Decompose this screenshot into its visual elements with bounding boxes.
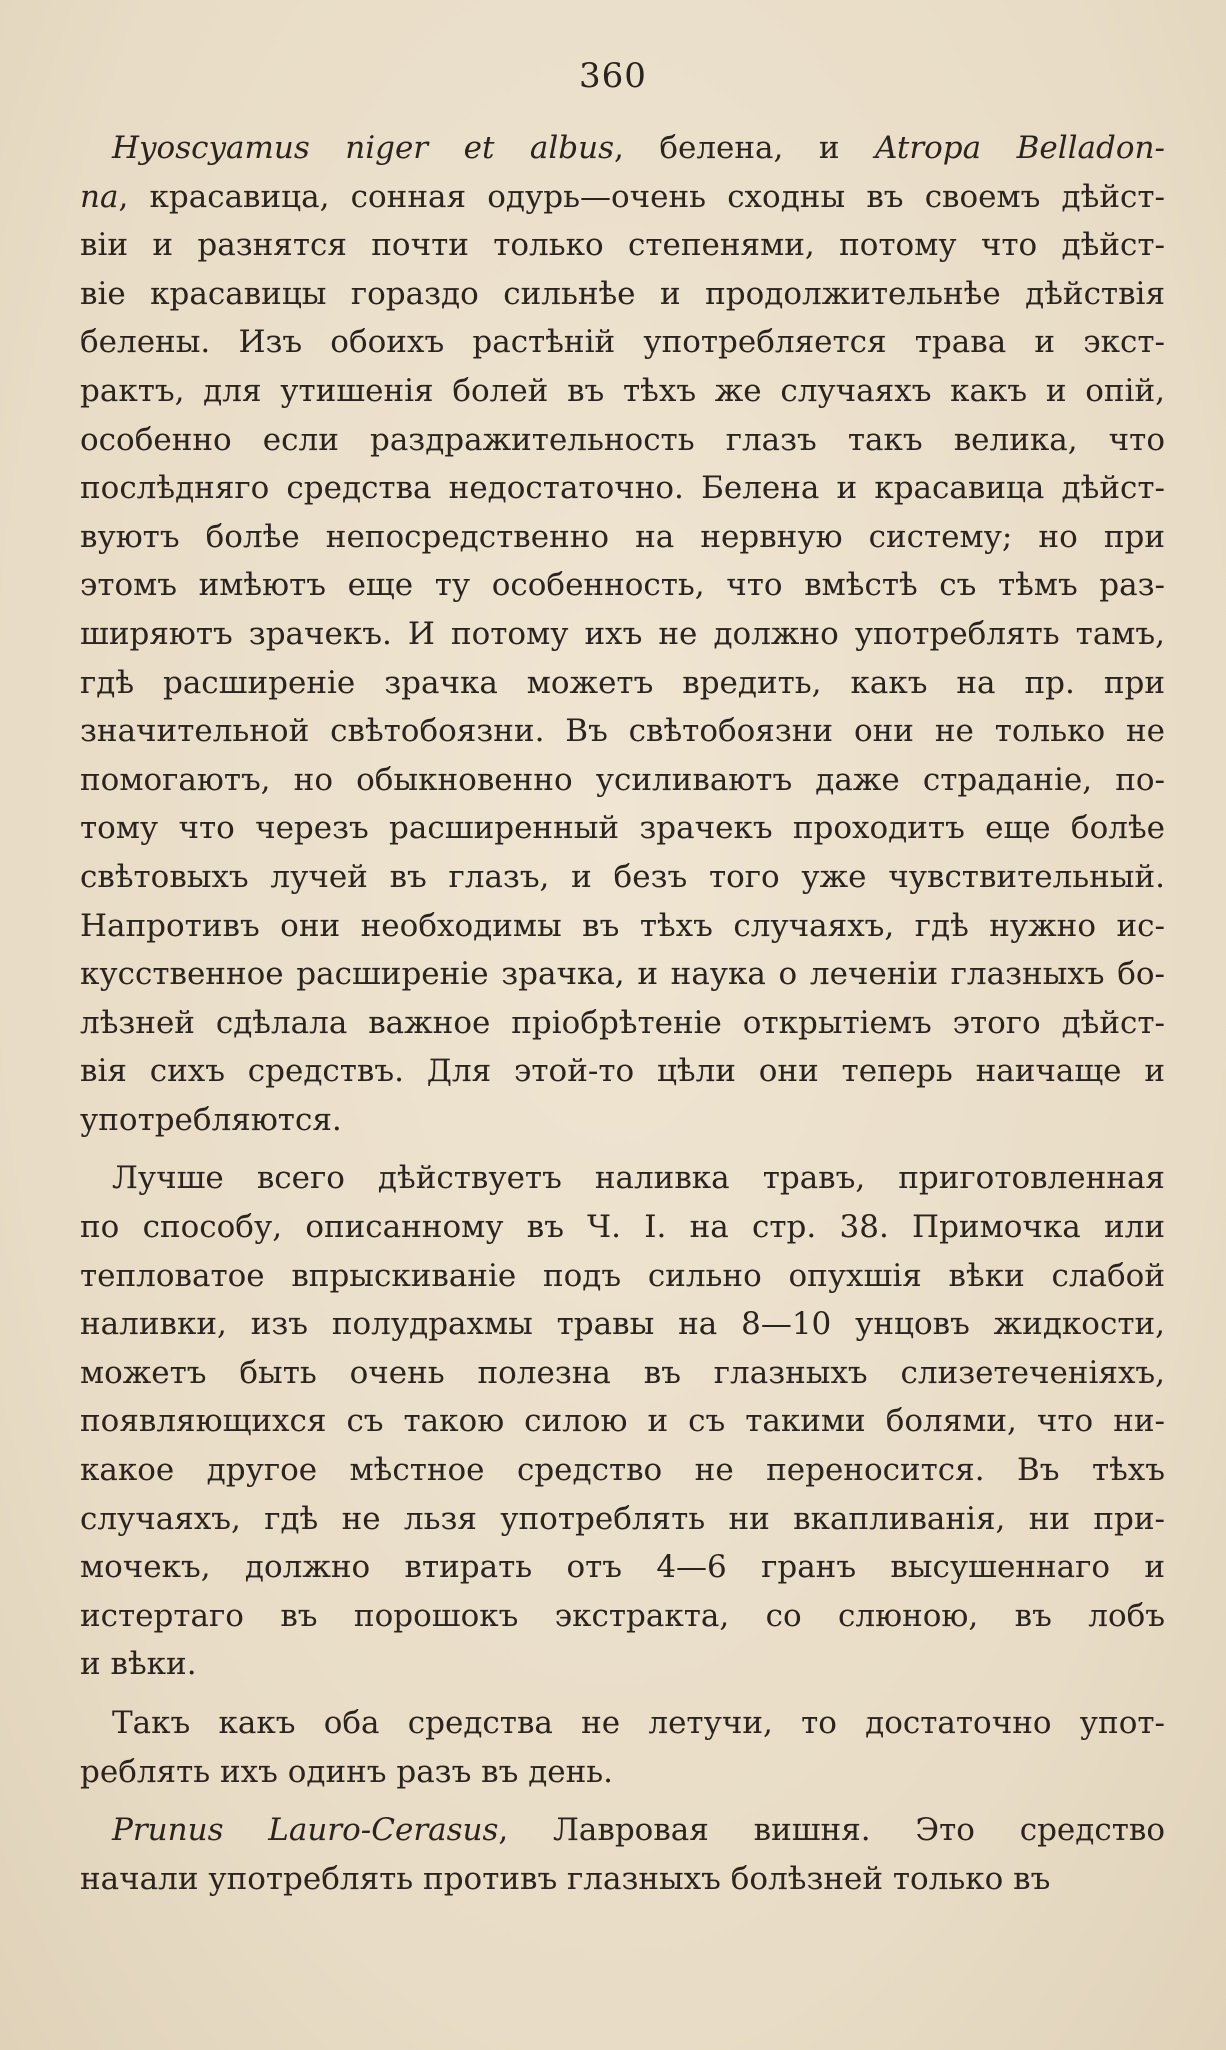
text-line [80,561,1165,610]
text-segment: вія сихъ средствъ. Для этой-то цѣли они теперь наичаще и [80,1053,1165,1090]
text-segment: свѣтовыхъ лучей въ глазъ, и безъ того уже чувствительный. [80,858,1165,895]
text-line [80,513,1165,562]
text-segment: ширяютъ зрачекъ. И потому ихъ не должно употреблять тамъ, [80,615,1165,652]
body-text [80,124,1165,1903]
text-line [80,1699,1165,1748]
text-segment: мочекъ, должно втирать отъ 4—6 гранъ высушеннаго и [80,1549,1165,1586]
text-line [80,173,1165,222]
latin-name: Atropa Belladon- [875,130,1165,166]
text-segment: случаяхъ, гдѣ не льзя употреблять ни вкапливанія, ни при- [80,1500,1165,1537]
text-segment: реблять ихъ одинъ разъ въ день. [80,1753,614,1790]
paragraph [80,1806,1165,1903]
text-line [80,464,1165,513]
text-segment: и вѣки. [80,1646,197,1683]
text-line [80,1446,1165,1495]
text-segment: , Лавровая вишня. Это средство [498,1812,1165,1849]
text-segment: по способу, описанному въ Ч. I. на стр. 38. Примочка или [80,1209,1165,1246]
text-segment: Лучше всего дѣйствуетъ наливка травъ, приготовленная [112,1160,1165,1197]
text-line [80,1748,1165,1797]
text-line [80,1397,1165,1446]
paragraph-gap [80,1144,1165,1154]
text-segment: наливки, изъ полудрахмы травы на 8—10 унцовъ жидкости, [80,1306,1165,1343]
text-segment: появляющихся съ такою силою и съ такими болями, что ни- [80,1403,1165,1440]
text-line [80,659,1165,708]
text-segment: віе красавицы гораздо сильнѣе и продолжительнѣе дѣйствія [80,275,1165,312]
text-line [80,124,1165,173]
paragraph-gap [80,1796,1165,1806]
text-line [80,1349,1165,1398]
text-segment: рактъ, для утишенія болей въ тѣхъ же случаяхъ какъ и опій, [80,372,1165,409]
text-line [80,221,1165,270]
text-line [80,999,1165,1048]
text-line [80,804,1165,853]
text-segment: лѣзней сдѣлала важное пріобрѣтеніе открытіемъ этого дѣйст- [80,1004,1165,1041]
text-segment: значительной свѣтобоязни. Въ свѣтобоязни они не только не [80,713,1165,750]
text-segment: послѣдняго средства недостаточно. Белена и красавица дѣйст- [80,470,1165,507]
text-segment: помогаютъ, но обыкновенно усиливаютъ даже страданіе, по- [80,761,1165,798]
text-segment: Такъ какъ оба средства не летучи, то достаточно упот- [112,1705,1165,1741]
text-line [80,610,1165,659]
text-segment: употребляются. [80,1101,342,1138]
text-segment: гдѣ расширеніе зрачка можетъ вредить, какъ на пр. при [80,664,1165,701]
text-line [80,1252,1165,1301]
text-segment: віи и разнятся почти только степенями, потому что дѣйст- [80,227,1165,264]
paragraph [80,1699,1165,1796]
text-line [80,1543,1165,1592]
text-segment: вуютъ болѣе непосредственно на нервную систему; но при [80,518,1165,555]
text-segment: кусственное расширеніе зрачка, и наука о леченіи глазныхъ бо- [80,956,1165,993]
text-segment: Напротивъ они необходимы въ тѣхъ случаяхъ, гдѣ нужно ис- [80,907,1165,944]
text-segment: какое другое мѣстное средство не переносится. Въ тѣхъ [80,1452,1165,1489]
text-segment: можетъ быть очень полезна въ глазныхъ слизетеченіяхъ, [80,1354,1165,1391]
text-line [80,1047,1165,1096]
text-line [80,902,1165,951]
text-line [80,1495,1165,1544]
text-line [80,318,1165,367]
text-line [80,707,1165,756]
text-segment: этомъ имѣютъ еще ту особенность, что вмѣстѣ съ тѣмъ раз- [80,567,1165,604]
text-line [80,367,1165,416]
text-line [80,1855,1165,1904]
text-line [80,1640,1165,1689]
text-segment: белены. Изъ обоихъ растѣній употребляется трава и экст- [80,324,1165,361]
paragraph [80,124,1165,1144]
latin-name: Prunus Lauro-Cerasus [112,1812,499,1849]
text-segment: начали употреблять противъ глазныхъ болѣзней только въ [80,1860,1051,1897]
text-segment: тепловатое впрыскиваніе подъ сильно опухшія вѣки слабой [80,1257,1165,1294]
text-line [80,1203,1165,1252]
latin-name: Hyoscyamus niger et albus [112,130,614,166]
text-segment: , белена, и [614,130,876,166]
text-line [80,756,1165,805]
text-line [80,1300,1165,1349]
text-line [80,1806,1165,1855]
text-line [80,416,1165,465]
paragraph-gap [80,1689,1165,1699]
text-segment: тому что черезъ расширенный зрачекъ проходитъ еще болѣе [80,810,1165,847]
text-line [80,1154,1165,1203]
text-line [80,1592,1165,1641]
text-line [80,950,1165,999]
paragraph [80,1154,1165,1689]
text-segment: особенно если раздражительность глазъ такъ велика, что [80,421,1165,458]
page-number: 360 [579,56,647,96]
text-segment: , красавица, сонная одурь—очень сходны въ своемъ дѣйст- [118,178,1165,215]
latin-name: na [80,178,119,215]
text-line [80,853,1165,902]
text-segment: истертаго въ порошокъ экстракта, со слюною, въ лобъ [80,1597,1165,1634]
text-line [80,270,1165,319]
text-line [80,1096,1165,1145]
